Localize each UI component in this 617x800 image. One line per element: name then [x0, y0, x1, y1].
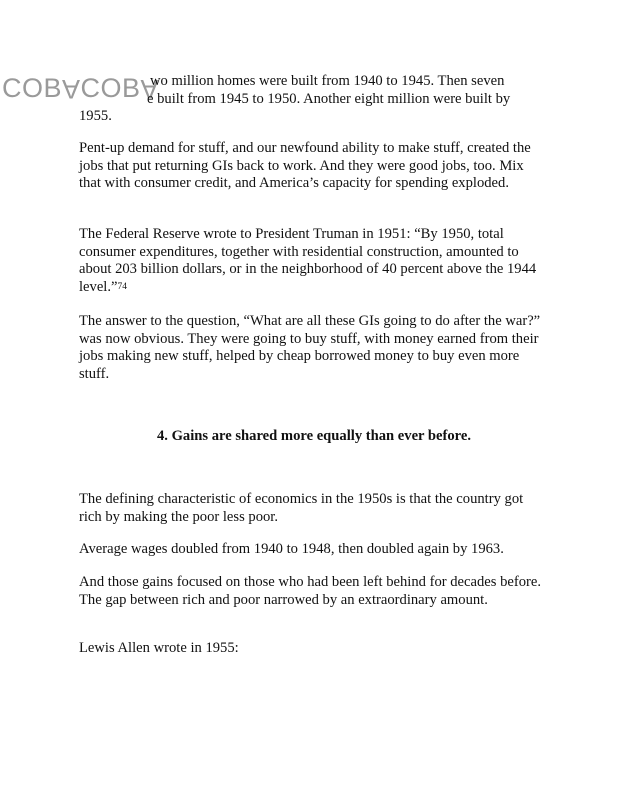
watermark-text-1: COB	[2, 73, 63, 103]
watermark-text-2: A	[62, 74, 81, 104]
paragraph-line: 1955.	[79, 108, 112, 124]
paragraph-line: e built from 1945 to 1950. Another eight million were built by	[147, 90, 511, 107]
watermark-text-3: COB	[80, 73, 141, 103]
paragraph-gains-focused: And those gains focused on those who had been left behind for decades before. The gap between rich and poor narrowed by an extraordinary amount.	[79, 574, 541, 608]
paragraph-federal-reserve	[79, 226, 549, 296]
paragraph-line: wo million homes were built from 1940 to 1945. Then seven	[150, 73, 505, 89]
watermark-text-4: A	[140, 74, 160, 104]
paragraph-lewis-allen: Lewis Allen wrote in 1955:	[79, 640, 239, 656]
paragraph-text: The Federal Reserve wrote to President Truman in 1951: “By 1950, total consumer expenditures, together with residential construction, amounted to about 203 billion dollars, or in the neighborhood of 40 percent above the 1944 level.”	[79, 226, 537, 295]
paragraph-1950s-economics: The defining characteristic of economics in the 1950s is that the country got rich by making the poor less poor.	[79, 491, 524, 525]
paragraph-gis-answer: The answer to the question, “What are all these GIs going to do after the war?” was now obvious. They were going to buy stuff, with money earned from their jobs making new stuff, helped by cheap borrowed money to buy even more stuff.	[79, 313, 541, 382]
section-heading: 4. Gains are shared more equally than ever before.	[156, 428, 472, 444]
footnote-marker[interactable]: 74	[117, 281, 127, 292]
paragraph-pent-up-demand: Pent-up demand for stuff, and our newfound ability to make stuff, created the jobs that put returning GIs back to work. And they were good jobs, too. Mix that with consumer credit, and America’s capacity for spending exploded.	[79, 140, 531, 191]
paragraph-homes-built	[79, 73, 549, 126]
paragraph-average-wages: Average wages doubled from 1940 to 1948, then doubled again by 1963.	[79, 541, 504, 557]
